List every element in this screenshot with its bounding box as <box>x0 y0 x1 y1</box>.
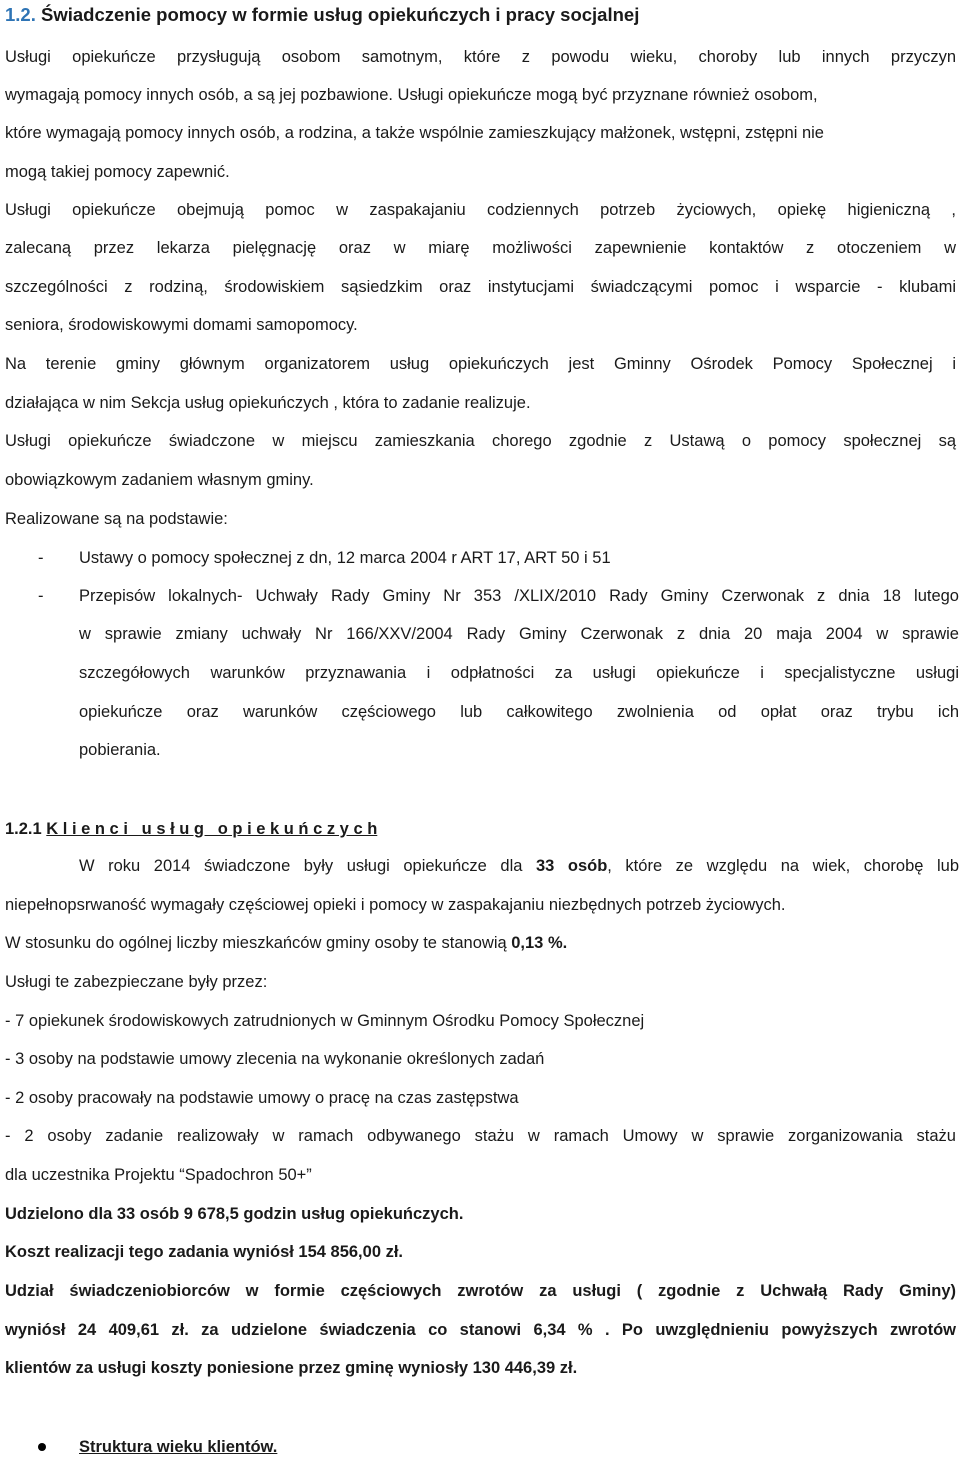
paragraph-line <box>5 932 956 954</box>
refund-line: wyniósł 24 409,61 zł. za udzielone świadczenia co stanowi 6,34 % . Po uwzględnieniu powyższych zwrotów <box>5 1321 956 1339</box>
section-title: Świadczenie pomocy w formie usług opiekuńczych i pracy socjalnej <box>41 4 640 25</box>
hours-summary: Udzielono dla 33 osób 9 678,5 godzin usług opiekuńczych. <box>5 1205 464 1223</box>
paragraph-line: obowiązkowym zadaniem własnym gminy. <box>5 471 314 489</box>
paragraph-line: seniora, środowiskowymi domami samopomocy. <box>5 316 358 334</box>
provider-item-line: dla uczestnika Projektu “Spadochron 50+” <box>5 1166 312 1184</box>
subsection-heading <box>5 818 956 840</box>
paragraph-line: zalecaną przez lekarza pielęgnację oraz w miarę możliwości zapewnienie kontaktów z otoczeniem w <box>5 239 956 257</box>
refund-line: klientów za usługi koszty poniesione przez gminę wyniosły 130 446,39 zł. <box>5 1359 578 1377</box>
paragraph-line: szczególności z rodziną, środowiskiem sąsiedzkim oraz instytucjami świadczącymi pomoc i wsparcie - klubami <box>5 278 956 296</box>
paragraph-line: Realizowane są na podstawie: <box>5 510 228 528</box>
paragraph-line: mogą takiej pomocy zapewnić. <box>5 163 230 181</box>
paragraph-line: działająca w nim Sekcja usług opiekuńczych , która to zadanie realizuje. <box>5 394 531 412</box>
text-segment: W roku 2014 świadczone były usługi opiekuńcze dla <box>79 857 536 875</box>
section-number: 1.2. <box>5 4 36 25</box>
subsection-title: K l i e n c i u s ł u g o p i e k u ń c z y c h <box>46 820 378 838</box>
clients-count: 33 osób <box>535 857 608 875</box>
list-item-line: opiekuńcze oraz warunków częściowego lub całkowitego zwolnienia od opłat oraz trybu ich <box>79 703 959 721</box>
provider-item: - 3 osoby na podstawie umowy zlecenia na wykonanie określonych zadań <box>5 1050 545 1068</box>
paragraph-line: wymagają pomocy innych osób, a są jej pozbawione. Usługi opiekuńcze mogą być przyznane również osobom, <box>5 86 818 104</box>
paragraph-line <box>79 855 959 877</box>
list-dash: - <box>38 549 44 567</box>
paragraph-line: Usługi te zabezpieczane były przez: <box>5 973 268 991</box>
paragraph-line: Usługi opiekuńcze świadczone w miejscu zamieszkania chorego zgodnie z Ustawą o pomocy społecznej są <box>5 432 956 450</box>
refund-line: Udział świadczeniobiorców w formie częściowych zwrotów za usługi ( zgodnie z Uchwałą Rady Gminy) <box>5 1282 956 1300</box>
paragraph-line: Usługi opiekuńcze obejmują pomoc w zaspakajaniu codziennych potrzeb życiowych, opiekę higieniczną , <box>5 201 956 219</box>
paragraph-line: Usługi opiekuńcze przysługują osobom samotnym, które z powodu wieku, choroby lub innych przyczyn <box>5 48 956 66</box>
list-item-line: pobierania. <box>79 741 161 759</box>
paragraph-line: które wymagają pomocy innych osób, a rodzina, a także wspólnie zamieszkujący małżonek, wstępni, zstępni nie <box>5 124 824 142</box>
bullet-icon <box>38 1443 46 1451</box>
text-segment: W stosunku do ogólnej liczby mieszkańców gminy osoby te stanowią <box>5 934 512 952</box>
provider-item: - 2 osoby zadanie realizowały w ramach odbywanego stażu w ramach Umowy w sprawie zorganizowania stażu <box>5 1127 956 1145</box>
list-item-line: szczegółowych warunków przyznawania i odpłatności za usługi opiekuńcze i specjalistyczne usługi <box>79 664 959 682</box>
subsection-number: 1.2.1 <box>5 820 42 838</box>
cost-summary: Koszt realizacji tego zadania wyniósł 154 856,00 zł. <box>5 1243 403 1261</box>
clients-percent: 0,13 %. <box>511 934 568 952</box>
list-item: Ustawy o pomocy społecznej z dn, 12 marca 2004 r ART 17, ART 50 i 51 <box>79 549 611 567</box>
paragraph-line: Na terenie gminy głównym organizatorem usług opiekuńczych jest Gminny Ośrodek Pomocy Społecznej i <box>5 355 956 373</box>
provider-item: - 2 osoby pracowały na podstawie umowy o pracę na czas zastępstwa <box>5 1089 519 1107</box>
section-heading <box>5 4 956 26</box>
list-dash: - <box>38 587 44 605</box>
paragraph-line: niepełnopsrwaność wymagały częściowej opieki i pomocy w zaspakajaniu niezbędnych potrzeb życiowych. <box>5 896 786 914</box>
list-item: Przepisów lokalnych- Uchwały Rady Gminy Nr 353 /XLIX/2010 Rady Gminy Czerwonak z dnia 18 lutego <box>79 587 959 605</box>
age-structure-heading: Struktura wieku klientów. <box>79 1438 278 1456</box>
provider-item: - 7 opiekunek środowiskowych zatrudnionych w Gminnym Ośrodku Pomocy Społecznej <box>5 1012 645 1030</box>
list-item-line: w sprawie zmiany uchwały Nr 166/XXV/2004 Rady Gminy Czerwonak z dnia 20 maja 2004 w sprawie <box>79 625 959 643</box>
text-segment: , które ze względu na wiek, chorobę lub <box>607 857 959 875</box>
